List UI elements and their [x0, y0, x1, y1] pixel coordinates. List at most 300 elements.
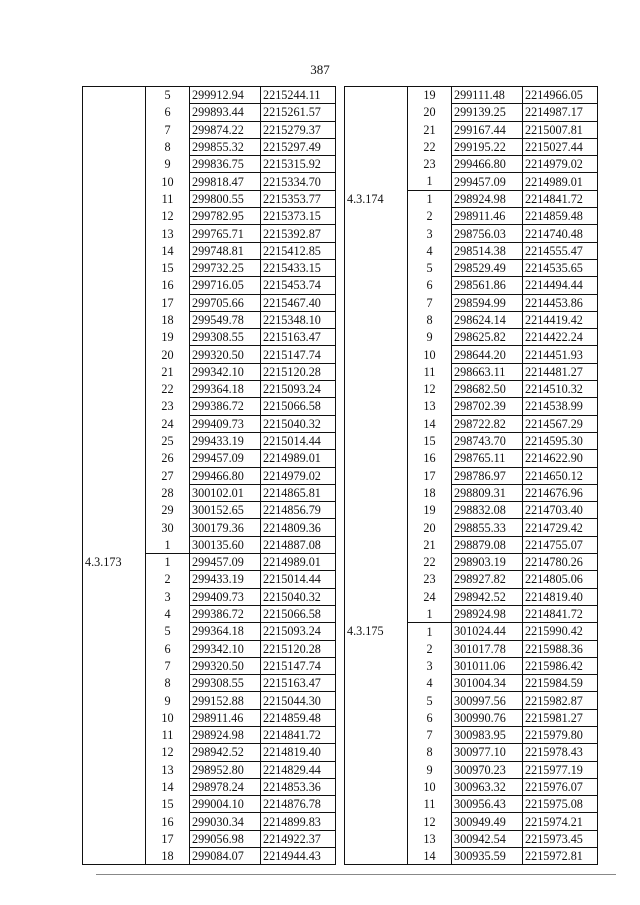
point-number-cell: 20	[408, 104, 452, 121]
table-row	[345, 450, 598, 467]
section-number-cell	[83, 242, 146, 259]
point-number-cell: 19	[408, 87, 452, 104]
section-number-cell	[345, 813, 408, 830]
y-coordinate-cell: 2215261.57	[261, 104, 336, 121]
y-coordinate-cell: 2214829.44	[261, 761, 336, 778]
x-coordinate-cell: 299433.19	[190, 571, 261, 588]
y-coordinate-cell: 2215120.28	[261, 640, 336, 657]
y-coordinate-cell: 2214859.48	[261, 709, 336, 726]
x-coordinate-cell: 298786.97	[452, 467, 523, 484]
y-coordinate-cell: 2215973.45	[523, 830, 598, 847]
y-coordinate-cell: 2214703.40	[523, 502, 598, 519]
table-row	[83, 709, 336, 726]
section-number-cell	[345, 571, 408, 588]
section-number-cell	[345, 692, 408, 709]
x-coordinate-cell: 298625.82	[452, 329, 523, 346]
section-number-cell	[83, 190, 146, 207]
x-coordinate-cell: 298924.98	[190, 726, 261, 743]
point-number-cell: 11	[146, 190, 190, 207]
y-coordinate-cell: 2214819.40	[523, 588, 598, 605]
x-coordinate-cell: 299386.72	[190, 605, 261, 622]
point-number-cell: 6	[146, 640, 190, 657]
point-number-cell: 10	[408, 778, 452, 795]
x-coordinate-cell: 299342.10	[190, 363, 261, 380]
x-coordinate-cell: 298942.52	[190, 744, 261, 761]
y-coordinate-cell: 2214979.02	[523, 156, 598, 173]
x-coordinate-cell: 301004.34	[452, 675, 523, 692]
section-number-cell	[345, 796, 408, 813]
page-number: 387	[310, 62, 330, 77]
x-coordinate-cell: 298978.24	[190, 778, 261, 795]
table-row	[345, 259, 598, 276]
table-row	[83, 657, 336, 674]
point-number-cell: 10	[408, 346, 452, 363]
x-coordinate-cell: 299167.44	[452, 121, 523, 138]
table-row	[83, 208, 336, 225]
y-coordinate-cell: 2214510.32	[523, 381, 598, 398]
point-number-cell: 20	[146, 346, 190, 363]
table-row	[345, 692, 598, 709]
x-coordinate-cell: 301024.44	[452, 623, 523, 640]
point-number-cell: 30	[146, 519, 190, 536]
point-number-cell: 5	[146, 87, 190, 104]
point-number-cell: 4	[408, 675, 452, 692]
table-row	[83, 242, 336, 259]
point-number-cell: 7	[408, 294, 452, 311]
section-number-cell	[345, 744, 408, 761]
section-number-cell	[345, 329, 408, 346]
section-number-cell	[83, 536, 146, 553]
point-number-cell: 3	[408, 657, 452, 674]
x-coordinate-cell: 299466.80	[190, 467, 261, 484]
section-number-cell	[83, 398, 146, 415]
y-coordinate-cell: 2214987.17	[523, 104, 598, 121]
point-number-cell: 8	[408, 311, 452, 328]
x-coordinate-cell: 300977.10	[452, 744, 523, 761]
table-row	[83, 87, 336, 104]
point-number-cell: 14	[146, 778, 190, 795]
point-number-cell: 22	[408, 138, 452, 155]
y-coordinate-cell: 2215163.47	[261, 329, 336, 346]
section-number-cell	[83, 519, 146, 536]
table-row	[345, 709, 598, 726]
y-coordinate-cell: 2215975.08	[523, 796, 598, 813]
point-number-cell: 23	[408, 571, 452, 588]
table-row	[345, 519, 598, 536]
table-row	[345, 121, 598, 138]
x-coordinate-cell: 298561.86	[452, 277, 523, 294]
x-coordinate-cell: 298514.38	[452, 242, 523, 259]
y-coordinate-cell: 2214899.83	[261, 813, 336, 830]
table-row	[345, 571, 598, 588]
y-coordinate-cell: 2214595.30	[523, 432, 598, 449]
section-number-cell	[83, 277, 146, 294]
section-number-cell	[345, 484, 408, 501]
section-number-cell	[83, 381, 146, 398]
section-number-cell	[83, 259, 146, 276]
section-number-cell	[345, 450, 408, 467]
x-coordinate-cell: 299457.09	[190, 450, 261, 467]
point-number-cell: 17	[146, 830, 190, 847]
section-number-cell	[83, 640, 146, 657]
y-coordinate-cell: 2215014.44	[261, 432, 336, 449]
coordinates-table-right-body	[345, 87, 598, 865]
point-number-cell: 11	[146, 726, 190, 743]
x-coordinate-cell: 298924.98	[452, 605, 523, 622]
section-number-cell	[345, 173, 408, 190]
point-number-cell: 11	[408, 796, 452, 813]
table-row	[83, 554, 336, 571]
point-number-cell: 24	[408, 588, 452, 605]
point-number-cell: 3	[146, 588, 190, 605]
table-row	[345, 225, 598, 242]
x-coordinate-cell: 299364.18	[190, 381, 261, 398]
point-number-cell: 16	[408, 450, 452, 467]
section-number-cell	[83, 467, 146, 484]
y-coordinate-cell: 2214419.42	[523, 311, 598, 328]
x-coordinate-cell: 299912.94	[190, 87, 261, 104]
section-number-cell	[345, 778, 408, 795]
x-coordinate-cell: 298952.80	[190, 761, 261, 778]
section-number-cell: 4.3.174	[345, 190, 408, 207]
section-number-cell	[345, 848, 408, 865]
point-number-cell: 12	[146, 208, 190, 225]
x-coordinate-cell: 299782.95	[190, 208, 261, 225]
table-row	[83, 156, 336, 173]
table-row	[83, 277, 336, 294]
table-row	[345, 173, 598, 190]
scan-artifact-line	[96, 874, 616, 875]
table-row	[83, 605, 336, 622]
point-number-cell: 6	[146, 104, 190, 121]
point-number-cell: 26	[146, 450, 190, 467]
x-coordinate-cell: 299409.73	[190, 588, 261, 605]
y-coordinate-cell: 2215412.85	[261, 242, 336, 259]
table-row	[345, 346, 598, 363]
section-number-cell: 4.3.175	[345, 623, 408, 640]
section-number-cell	[345, 588, 408, 605]
coordinates-table-left-body	[83, 87, 336, 865]
point-number-cell: 12	[408, 381, 452, 398]
x-coordinate-cell: 299748.81	[190, 242, 261, 259]
table-row	[345, 242, 598, 259]
y-coordinate-cell: 2215984.59	[523, 675, 598, 692]
y-coordinate-cell: 2215334.70	[261, 173, 336, 190]
table-row	[83, 726, 336, 743]
table-row	[345, 778, 598, 795]
table-row	[345, 761, 598, 778]
point-number-cell: 6	[408, 709, 452, 726]
table-row	[345, 363, 598, 380]
point-number-cell: 22	[408, 554, 452, 571]
y-coordinate-cell: 2214841.72	[261, 726, 336, 743]
section-number-cell	[345, 104, 408, 121]
table-row	[83, 848, 336, 865]
point-number-cell: 28	[146, 484, 190, 501]
y-coordinate-cell: 2215373.15	[261, 208, 336, 225]
table-row	[345, 536, 598, 553]
y-coordinate-cell: 2215147.74	[261, 346, 336, 363]
section-number-cell	[83, 778, 146, 795]
table-row	[345, 675, 598, 692]
y-coordinate-cell: 2214780.26	[523, 554, 598, 571]
x-coordinate-cell: 298722.82	[452, 415, 523, 432]
section-number-cell	[345, 398, 408, 415]
table-row	[83, 432, 336, 449]
x-coordinate-cell: 300990.76	[452, 709, 523, 726]
section-number-cell	[345, 761, 408, 778]
table-row	[345, 640, 598, 657]
section-number-cell	[345, 657, 408, 674]
table-row	[83, 415, 336, 432]
point-number-cell: 13	[146, 761, 190, 778]
point-number-cell: 13	[408, 398, 452, 415]
point-number-cell: 8	[146, 675, 190, 692]
y-coordinate-cell: 2214535.65	[523, 259, 598, 276]
y-coordinate-cell: 2215040.32	[261, 588, 336, 605]
point-number-cell: 11	[408, 363, 452, 380]
table-row	[345, 502, 598, 519]
y-coordinate-cell: 2215990.42	[523, 623, 598, 640]
point-number-cell: 7	[408, 726, 452, 743]
y-coordinate-cell: 2214944.43	[261, 848, 336, 865]
x-coordinate-cell: 299386.72	[190, 398, 261, 415]
y-coordinate-cell: 2214453.86	[523, 294, 598, 311]
section-number-cell	[345, 675, 408, 692]
table-row	[83, 467, 336, 484]
table-row	[83, 761, 336, 778]
table-row	[83, 121, 336, 138]
table-row	[345, 623, 598, 640]
section-number-cell	[83, 484, 146, 501]
section-number-cell	[83, 311, 146, 328]
point-number-cell: 21	[146, 363, 190, 380]
section-number-cell	[345, 467, 408, 484]
table-row	[83, 398, 336, 415]
section-number-cell	[345, 156, 408, 173]
y-coordinate-cell: 2215433.15	[261, 259, 336, 276]
point-number-cell: 14	[408, 415, 452, 432]
section-number-cell	[345, 225, 408, 242]
x-coordinate-cell: 298911.46	[452, 208, 523, 225]
point-number-cell: 18	[408, 484, 452, 501]
y-coordinate-cell: 2215988.36	[523, 640, 598, 657]
section-number-cell	[345, 640, 408, 657]
section-number-cell	[83, 329, 146, 346]
section-number-cell	[345, 432, 408, 449]
table-row	[345, 104, 598, 121]
x-coordinate-cell: 299765.71	[190, 225, 261, 242]
x-coordinate-cell: 299705.66	[190, 294, 261, 311]
x-coordinate-cell: 300956.43	[452, 796, 523, 813]
y-coordinate-cell: 2215007.81	[523, 121, 598, 138]
section-number-cell	[83, 104, 146, 121]
x-coordinate-cell: 299320.50	[190, 657, 261, 674]
point-number-cell: 4	[146, 605, 190, 622]
section-number-cell	[345, 138, 408, 155]
section-number-cell	[83, 87, 146, 104]
y-coordinate-cell: 2214451.93	[523, 346, 598, 363]
x-coordinate-cell: 298663.11	[452, 363, 523, 380]
table-row	[83, 225, 336, 242]
y-coordinate-cell: 2215093.24	[261, 381, 336, 398]
x-coordinate-cell: 299409.73	[190, 415, 261, 432]
point-number-cell: 1	[408, 623, 452, 640]
x-coordinate-cell: 299836.75	[190, 156, 261, 173]
x-coordinate-cell: 300949.49	[452, 813, 523, 830]
y-coordinate-cell: 2215981.27	[523, 709, 598, 726]
x-coordinate-cell: 299320.50	[190, 346, 261, 363]
x-coordinate-cell: 299457.09	[452, 173, 523, 190]
section-number-cell	[83, 830, 146, 847]
y-coordinate-cell: 2215972.81	[523, 848, 598, 865]
section-number-cell	[345, 726, 408, 743]
section-number-cell	[83, 692, 146, 709]
y-coordinate-cell: 2215066.58	[261, 605, 336, 622]
section-number-cell	[83, 623, 146, 640]
x-coordinate-cell: 299457.09	[190, 554, 261, 571]
y-coordinate-cell: 2214876.78	[261, 796, 336, 813]
section-number-cell	[83, 121, 146, 138]
x-coordinate-cell: 299800.55	[190, 190, 261, 207]
point-number-cell: 12	[408, 813, 452, 830]
table-row	[83, 104, 336, 121]
table-row	[83, 744, 336, 761]
table-row	[83, 623, 336, 640]
section-number-cell	[345, 294, 408, 311]
table-row	[345, 415, 598, 432]
table-row	[83, 830, 336, 847]
table-row	[83, 692, 336, 709]
point-number-cell: 2	[408, 208, 452, 225]
y-coordinate-cell: 2215976.07	[523, 778, 598, 795]
point-number-cell: 17	[408, 467, 452, 484]
table-row	[345, 848, 598, 865]
y-coordinate-cell: 2214805.06	[523, 571, 598, 588]
y-coordinate-cell: 2214989.01	[261, 450, 336, 467]
point-number-cell: 15	[146, 796, 190, 813]
y-coordinate-cell: 2215027.44	[523, 138, 598, 155]
x-coordinate-cell: 299818.47	[190, 173, 261, 190]
section-number-cell	[345, 208, 408, 225]
table-row	[345, 554, 598, 571]
x-coordinate-cell: 299466.80	[452, 156, 523, 173]
section-number-cell	[345, 554, 408, 571]
section-number-cell	[83, 208, 146, 225]
y-coordinate-cell: 2214989.01	[523, 173, 598, 190]
section-number-cell	[83, 225, 146, 242]
table-row	[83, 259, 336, 276]
x-coordinate-cell: 299716.05	[190, 277, 261, 294]
table-row	[345, 726, 598, 743]
x-coordinate-cell: 301017.78	[452, 640, 523, 657]
point-number-cell: 12	[146, 744, 190, 761]
y-coordinate-cell: 2214922.37	[261, 830, 336, 847]
point-number-cell: 14	[146, 242, 190, 259]
section-number-cell	[345, 346, 408, 363]
point-number-cell: 19	[408, 502, 452, 519]
table-row	[83, 190, 336, 207]
table-row	[345, 467, 598, 484]
point-number-cell: 2	[408, 640, 452, 657]
y-coordinate-cell: 2215244.11	[261, 87, 336, 104]
section-number-cell	[345, 277, 408, 294]
point-number-cell: 4	[408, 242, 452, 259]
point-number-cell: 8	[408, 744, 452, 761]
section-number-cell	[83, 657, 146, 674]
section-number-cell	[83, 761, 146, 778]
point-number-cell: 5	[408, 692, 452, 709]
section-number-cell	[345, 381, 408, 398]
coordinates-table-left	[82, 86, 336, 865]
x-coordinate-cell: 300963.32	[452, 778, 523, 795]
x-coordinate-cell: 298765.11	[452, 450, 523, 467]
y-coordinate-cell: 2215147.74	[261, 657, 336, 674]
section-number-cell	[83, 294, 146, 311]
coordinates-table-right	[344, 86, 598, 865]
x-coordinate-cell: 300970.23	[452, 761, 523, 778]
point-number-cell: 13	[146, 225, 190, 242]
point-number-cell: 15	[146, 259, 190, 276]
x-coordinate-cell: 299549.78	[190, 311, 261, 328]
table-row	[83, 484, 336, 501]
x-coordinate-cell: 298855.33	[452, 519, 523, 536]
table-row	[83, 450, 336, 467]
table-row	[83, 138, 336, 155]
section-number-cell	[345, 605, 408, 622]
point-number-cell: 9	[408, 761, 452, 778]
section-number-cell: 4.3.173	[83, 554, 146, 571]
table-row	[345, 588, 598, 605]
x-coordinate-cell: 299308.55	[190, 675, 261, 692]
y-coordinate-cell: 2214841.72	[523, 605, 598, 622]
x-coordinate-cell: 300135.60	[190, 536, 261, 553]
x-coordinate-cell: 298743.70	[452, 432, 523, 449]
x-coordinate-cell: 300179.36	[190, 519, 261, 536]
table-row	[345, 277, 598, 294]
section-number-cell	[83, 432, 146, 449]
y-coordinate-cell: 2215120.28	[261, 363, 336, 380]
x-coordinate-cell: 301011.06	[452, 657, 523, 674]
y-coordinate-cell: 2215982.87	[523, 692, 598, 709]
section-number-cell	[345, 363, 408, 380]
section-number-cell	[345, 536, 408, 553]
table-row	[83, 311, 336, 328]
table-row	[345, 190, 598, 207]
section-number-cell	[345, 709, 408, 726]
point-number-cell: 7	[146, 121, 190, 138]
point-number-cell: 10	[146, 709, 190, 726]
y-coordinate-cell: 2215979.80	[523, 726, 598, 743]
section-number-cell	[345, 830, 408, 847]
x-coordinate-cell: 298911.46	[190, 709, 261, 726]
point-number-cell: 16	[146, 813, 190, 830]
x-coordinate-cell: 298702.39	[452, 398, 523, 415]
y-coordinate-cell: 2215467.40	[261, 294, 336, 311]
y-coordinate-cell: 2214856.79	[261, 502, 336, 519]
y-coordinate-cell: 2215974.21	[523, 813, 598, 830]
section-number-cell	[83, 709, 146, 726]
table-row	[83, 571, 336, 588]
y-coordinate-cell: 2214422.24	[523, 329, 598, 346]
y-coordinate-cell: 2214567.29	[523, 415, 598, 432]
x-coordinate-cell: 299084.07	[190, 848, 261, 865]
y-coordinate-cell: 2214494.44	[523, 277, 598, 294]
x-coordinate-cell: 299364.18	[190, 623, 261, 640]
y-coordinate-cell: 2215315.92	[261, 156, 336, 173]
point-number-cell: 23	[146, 398, 190, 415]
section-number-cell	[83, 363, 146, 380]
